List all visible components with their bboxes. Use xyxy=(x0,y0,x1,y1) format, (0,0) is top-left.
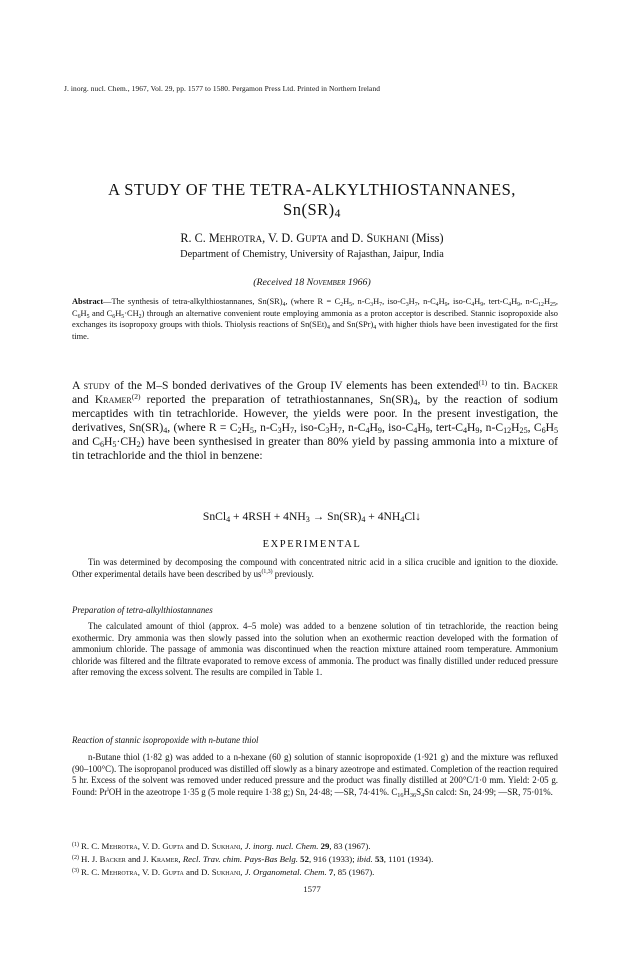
author-3-name: Sukhani xyxy=(366,231,409,245)
reaction-equation: SnCl$_4$ + $4RSH + 4NH_3 \to Sn(SR)_4$ + $4NH_4Cl↓$ xyxy=(202,510,422,524)
author-connector: and D. xyxy=(327,231,367,245)
reference-number: (1) xyxy=(72,842,79,848)
reference-text: H. J. Backer and J. Kramer, Recl. Trav. chim. Pays-Bas Belg. 52, 916 (1933); ibid. 53, 1101 (1934). xyxy=(81,854,434,864)
title-formula-subscript: 4 xyxy=(334,208,341,220)
title-formula: Sn(SR) xyxy=(283,200,335,219)
introduction-paragraph: A study of the M–S bonded derivatives of the Group IV elements has been extended$^{(1)}$ to tin. Backer and Kramer$^{(2)}$ reported the preparation of tetrathiostannanes, $Sn(SR)_4$, by the reaction of sodium mercaptides with tin tetrachloride. However, the yields were poor. In the present investigation, the derivatives, $Sn(SR)_4$, (where $R = C_2H_5$, $n-C_3H_7$, iso-$C_3H_7$, $n-C_4H_9$, iso-$C_4H_9$, tert-$C_4H_9$, $n-C_{12}H_{25}$, $C_6H_5$ and $C_6H_5\cdot CH_2$) have been synthesised in greater than 80% yield by passing ammonia into a mixture of tin tetrachloride and the thiol in benzene: xyxy=(72,378,559,462)
title-line-2 xyxy=(40,200,584,220)
author-list xyxy=(40,231,584,246)
author-1-initials: R. C. xyxy=(180,231,209,245)
preparation-text: The calculated amount of thiol (approx. 4–5 mole) was added to a benzene solution of tin tetrachloride, the reaction being exothermic. Dry ammonia was then slowly passed into the solution when an exothermic reaction developed with the formation of ammonium chloride. The passage of ammonia was discontinued when the reaction mixture attained room temperature. Ammonium chloride was filtered and the filtrate evaporated to remove excess of ammonia. The product was finally distilled under reduced pressure after removing the excess solvent. The results are compiled in Table 1. xyxy=(72,621,558,678)
title-line-1: A STUDY OF THE TETRA-ALKYLTHIOSTANNANES, xyxy=(108,180,516,199)
reference-number: (3) xyxy=(72,868,79,874)
reference-text: R. C. Mehrotra, V. D. Gupta and D. Sukhani, J. inorg. nucl. Chem. 29, 83 (1967). xyxy=(81,841,371,851)
author-1-name: Mehrotra xyxy=(208,231,263,245)
reference-item xyxy=(72,865,562,878)
preparation-paragraph xyxy=(72,621,558,679)
reference-number: (2) xyxy=(72,855,79,861)
author-2-initials: , V. D. xyxy=(262,231,297,245)
preparation-heading: Preparation of tetra-alkylthiostannanes xyxy=(72,605,213,615)
received-date: 18 November 1966 xyxy=(294,277,368,288)
received-suffix: ) xyxy=(367,277,371,288)
abstract xyxy=(72,296,558,342)
author-affiliation: Department of Chemistry, University of Rajasthan, Jaipur, India xyxy=(180,249,444,260)
reaction-paragraph xyxy=(72,752,558,798)
received-date-line xyxy=(40,277,584,288)
abstract-text: —The synthesis of tetra-alkylthiostannanes, $Sn(SR)_4$, (where $R = C_2H_5$, $n-C_3H_7$, iso-$C_3H_7$, $n-C_4H_9$, iso-$C_4H_9$, tert-$C_4H_9$, $n-C_{12}H_{25}$, $C_6H_5$ and $C_6H_5\cdot CH_2$) through an alternative convenient route employing ammonia as a proton acceptor is described. Stannic isopropoxide also exchanges its isopropoxy groups with thiols. Thiolysis reactions of $Sn(SEt)_4$ and $Sn(SPr)_4$ with higher thiols have been investigated for the first time. xyxy=(72,297,558,341)
reaction-heading: Reaction of stannic isopropoxide with n-butane thiol xyxy=(72,735,259,745)
author-3-suffix: (Miss) xyxy=(408,231,444,245)
reference-text: R. C. Mehrotra, V. D. Gupta and D. Sukhani, J. Organometal. Chem. 7, 85 (1967). xyxy=(81,867,375,877)
reference-item xyxy=(72,839,562,852)
abstract-label: Abstract xyxy=(72,297,104,306)
experimental-paragraph xyxy=(72,557,558,580)
experimental-text: Tin was determined by decomposing the compound with concentrated nitric acid in a silica crucible and ignition to the dioxide. Other experimental details have been described by us$^{(1,3)}$ previously. xyxy=(72,557,558,579)
page-number: 1577 xyxy=(303,884,321,894)
reference-item xyxy=(72,852,562,865)
author-2-name: Gupta xyxy=(296,231,328,245)
journal-citation-header: J. inorg. nucl. Chem., 1967, Vol. 29, pp. 1577 to 1580. Pergamon Press Ltd. Printed in Northern Ireland xyxy=(64,84,381,93)
reaction-text: n-Butane thiol (1·82 g) was added to a n-hexane (60 g) solution of stannic isopropoxide (1·921 g) and the mixture was refluxed (90–100°C). The isopropanol produced was distilled off slowly as a binary azeotrope and estimated. Completion of the reaction required 5 hr. Excess of the solvent was removed under reduced pressure and the product was finally distilled at 200°C/1·0 mm. Yield: 2·05 g. Found: Pr$^i$OH in the azeotrope 1·35 g (5 mole require 1·38 g;) Sn, 24·48; —SR, 74·41%. $C_{16}H_{36}S_4Sn$ calcd: Sn, 24·99; —SR, 75·01%. xyxy=(72,752,558,799)
reference-list xyxy=(72,839,562,878)
experimental-heading: EXPERIMENTAL xyxy=(262,539,362,550)
paper-title xyxy=(40,180,584,220)
received-prefix: (Received xyxy=(253,277,295,288)
